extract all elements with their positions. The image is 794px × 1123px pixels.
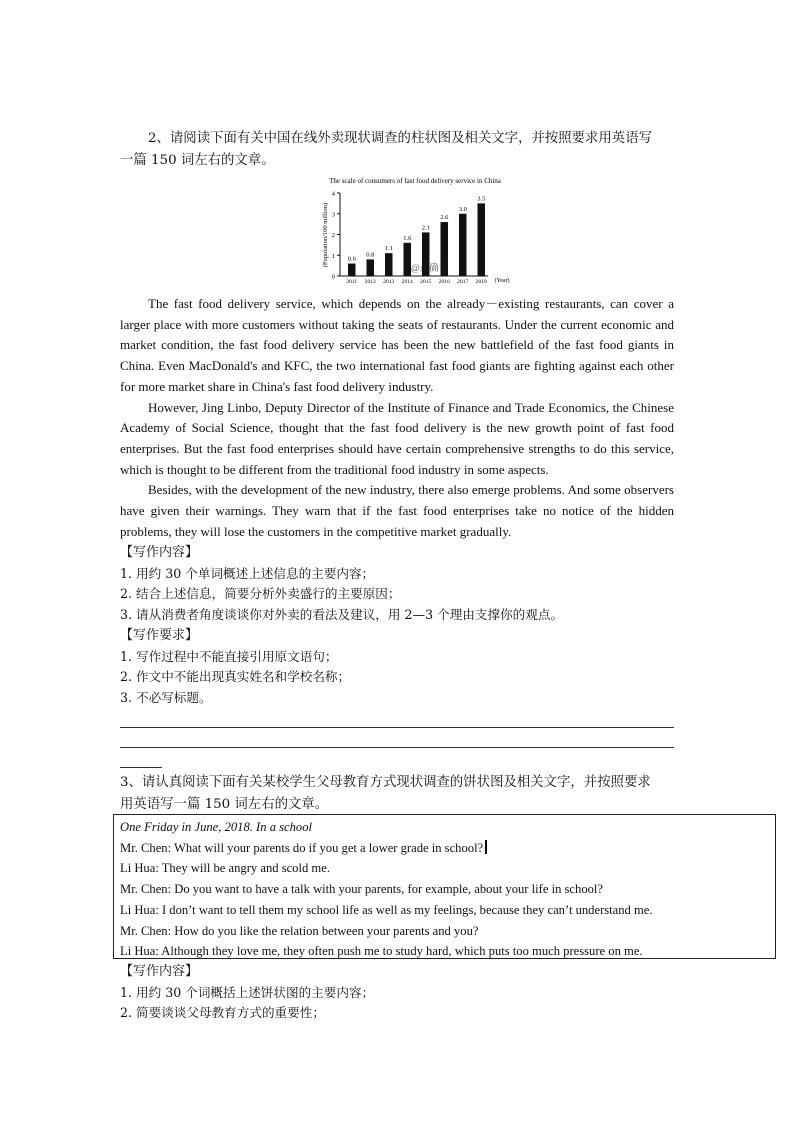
bar: [404, 243, 412, 276]
bar: [478, 203, 486, 276]
y-tick-label: 1: [331, 252, 335, 260]
bar: [348, 264, 356, 276]
watermark: @正确云: [411, 264, 449, 274]
passage-paragraph-1: The fast food delivery service, which depends on the already－existing restaurants, can cover a larger place with more customers without taking the seats of restaurants. Under the current economic and market condition, the fast food delivery service has been the new battlefield of the fast food giants in China. Even MacDonald's and KFC, the two international fast food giants are fighting against each other for more market share in China's fast food delivery industry.: [120, 296, 674, 394]
content-item: 2. 结合上述信息，简要分析外卖盛行的主要原因；: [120, 586, 401, 602]
passage-paragraph-3: Besides, with the development of the new industry, there also emerge problems. And some observers have given their warnings. They warn that if the fast food enterprises take no notice of the hidden problems, they will lose the customers in the competitive market gradually.: [120, 482, 674, 539]
question-3-line-1: 3、请认真阅读下面有关某校学生父母教育方式现状调查的饼状图及相关文字，并按照要求: [120, 775, 651, 790]
chart-y-axis-label: (Population/100 million): [322, 202, 329, 268]
requirement-item: 3. 不必写标题。: [120, 689, 212, 705]
dialog-line: [120, 838, 775, 859]
question-3-instructions: [120, 772, 676, 816]
y-tick-label: 0: [331, 273, 335, 281]
section-title: 【写作要求】: [120, 627, 199, 643]
content-item: 1. 用约 30 个单词概述上述信息的主要内容；: [120, 565, 375, 581]
passage-paragraph-2: However, Jing Linbo, Deputy Director of the Institute of Finance and Trade Economics, the Chinese Academy of Social Science, thought that the fast food delivery is the new growth point of fast food enterprises. But the fast food enterprises should have certain comprehensive strengths to do this service, which is thought to be different from the traditional food industry in some aspects.: [120, 399, 674, 477]
y-tick-label: 2: [331, 232, 335, 239]
bar-value-label: 0.6: [347, 255, 356, 263]
question-2-instructions: [120, 128, 676, 172]
dialog-line-text: Mr. Chen: What will your parents do if you get a lower grade in school?: [120, 840, 484, 855]
dialog-heading: One Friday in June, 2018. In a school: [120, 820, 313, 834]
dialog-line: Mr. Chen: How do you like the relation between your parents and you?: [120, 923, 479, 938]
bar-value-label: 2.6: [440, 214, 449, 222]
answer-line: [120, 727, 674, 728]
question-3-content-section: [120, 962, 680, 1024]
x-tick-label: 2016: [438, 279, 450, 285]
bar: [459, 214, 467, 276]
dialog-line: Li Hua: I don’t want to tell them my school life as well as my feelings, because they can’t understand me.: [120, 902, 653, 917]
answer-line-short: [120, 767, 162, 768]
y-tick-label: 4: [331, 190, 335, 198]
dialog-line: Li Hua: They will be angry and scold me.: [120, 861, 330, 876]
content-item: 2. 简要谈谈父母教育方式的重要性；: [120, 1005, 325, 1021]
dialog-box: [113, 814, 776, 959]
content-item: 3. 请从消费者角度谈谈你对外卖的看法及建议，用 2—3 个理由支撑你的观点。: [120, 607, 564, 623]
bar-chart: [316, 175, 514, 287]
dialog-line: Mr. Chen: Do you want to have a talk with your parents, for example, about your life in school?: [120, 882, 603, 897]
question-3-line-2: 用英语写一篇 150 词左右的文章。: [120, 797, 329, 812]
section-title: 【写作内容】: [120, 964, 199, 979]
answer-line: [120, 747, 674, 748]
bar-value-label: 1.6: [403, 234, 412, 242]
x-tick-label: 2014: [401, 279, 413, 285]
bar-value-label: 3.5: [477, 195, 486, 203]
x-tick-label: 2018: [475, 279, 487, 285]
bar-chart-svg: [316, 175, 514, 287]
x-tick-label: 2017: [457, 279, 469, 285]
bar-value-label: 1.1: [384, 245, 393, 253]
y-tick-label: 3: [331, 211, 335, 219]
x-tick-label: 2015: [420, 279, 432, 285]
bar: [367, 259, 375, 276]
requirement-item: 2. 作文中不能出现真实姓名和学校名称；: [120, 669, 351, 685]
content-item: 1. 用约 30 个词概括上述饼状图的主要内容；: [120, 984, 375, 1000]
x-tick-label: 2013: [383, 279, 395, 285]
x-tick-label: 2011: [346, 279, 358, 285]
bar-value-label: 0.8: [366, 251, 375, 259]
section-title: 【写作内容】: [120, 545, 199, 560]
bar-value-label: 2.1: [421, 224, 430, 232]
passage: [120, 294, 674, 542]
question-2-content-section: [120, 543, 680, 709]
text-cursor: [485, 840, 487, 854]
chart-title: The scale of consumers of fast food delivery service in China: [329, 177, 501, 185]
question-2-line-2: 一篇 150 词左右的文章。: [120, 153, 275, 168]
question-2-line-1: 2、请阅读下面有关中国在线外卖现状调查的柱状图及相关文字，并按照要求用英语写: [148, 131, 652, 146]
bar-value-label: 3.0: [458, 205, 467, 213]
x-tick-label: 2012: [364, 279, 376, 285]
chart-x-axis-label: (Year): [494, 278, 510, 284]
requirement-item: 1. 写作过程中不能直接引用原文语句；: [120, 648, 338, 664]
bar: [385, 253, 393, 276]
dialog-line: Li Hua: Although they love me, they often push me to study hard, which puts too much pressure on me.: [120, 944, 643, 959]
